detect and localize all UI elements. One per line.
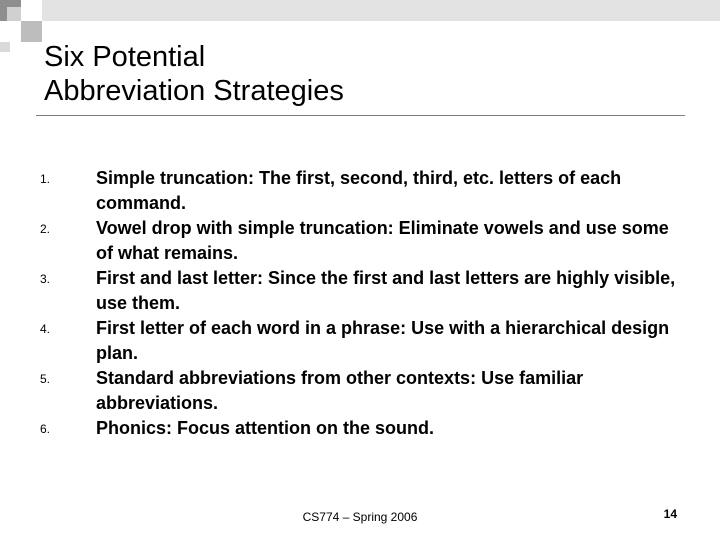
list-item: [36, 166, 686, 216]
item-number: 6.: [40, 422, 51, 436]
page-number: 14: [663, 507, 677, 521]
slide-title: [44, 40, 344, 108]
list-item: [36, 316, 686, 366]
list-item: [36, 266, 686, 316]
item-text: Vowel drop with simple truncation: Eliminate vowels and use some of what remains.: [96, 218, 669, 263]
list-item: [36, 216, 686, 266]
item-number: 5.: [40, 372, 51, 386]
title-line-1: Six Potential: [44, 41, 206, 73]
list-item: [36, 366, 686, 416]
title-divider: [36, 115, 685, 116]
list-item: [36, 416, 686, 442]
item-text: First and last letter: Since the first and last letters are highly visible, use them.: [96, 268, 676, 313]
item-number: 2.: [40, 222, 51, 236]
slide-footer: CS774 – Spring 2006: [302, 510, 418, 524]
item-number: 3.: [40, 272, 51, 286]
item-text: Standard abbreviations from other contexts: Use familiar abbreviations.: [96, 368, 584, 413]
item-number: 4.: [40, 322, 51, 336]
title-line-2: Abbreviation Strategies: [44, 75, 344, 107]
item-number: 1.: [40, 172, 51, 186]
item-text: First letter of each word in a phrase: Use with a hierarchical design plan.: [96, 318, 670, 363]
item-text: Phonics: Focus attention on the sound.: [96, 418, 434, 438]
item-text: Simple truncation: The first, second, third, etc. letters of each command.: [96, 168, 622, 213]
strategy-list: [36, 166, 686, 442]
